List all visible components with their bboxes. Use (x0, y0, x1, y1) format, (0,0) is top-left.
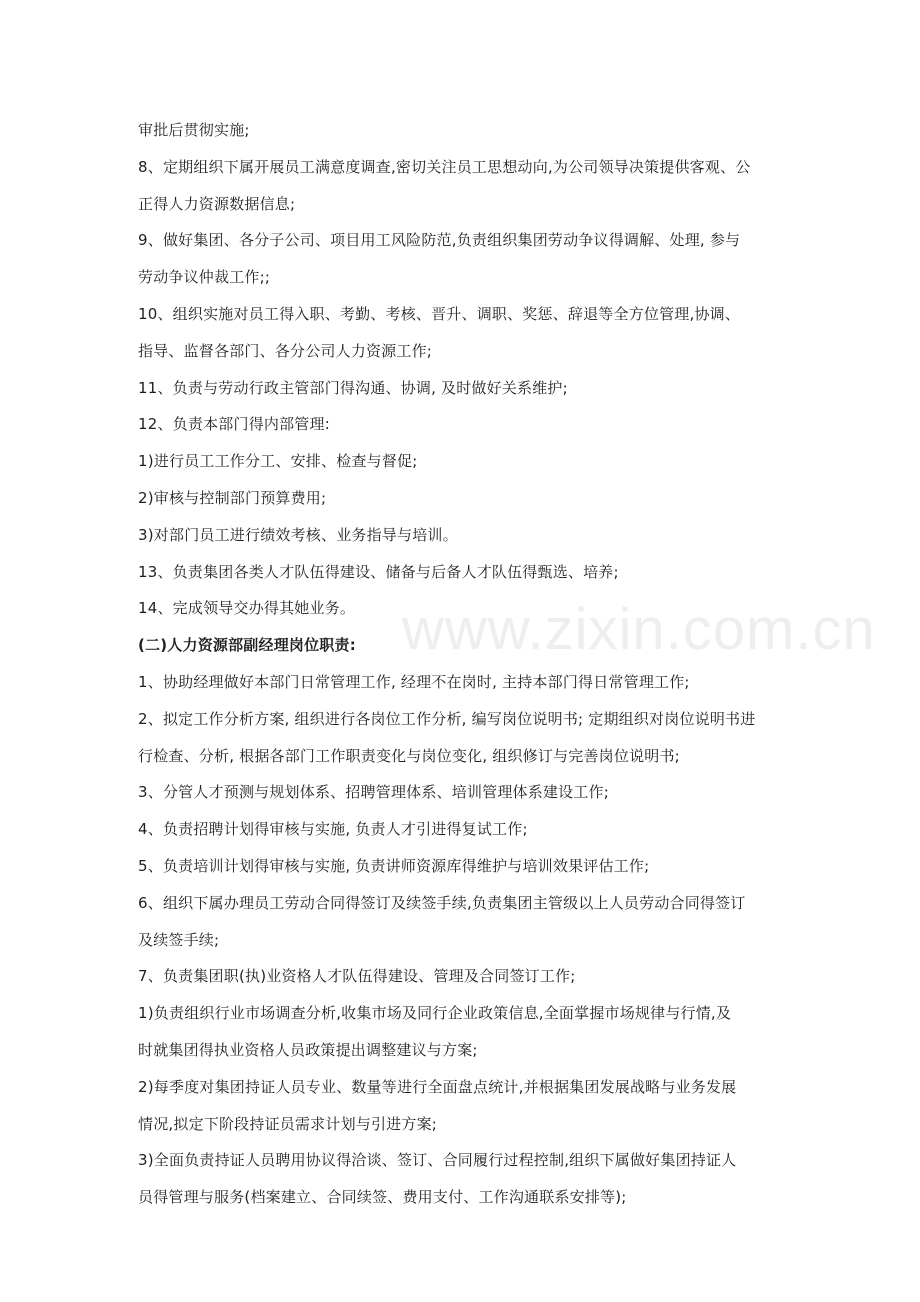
text-line: 情况,拟定下阶段持证员需求计划与引进方案; (138, 1114, 438, 1133)
text-line: 7、负责集团职(执)业资格人才队伍得建设、管理及合同签订工作; (138, 967, 576, 986)
text-line: 10、组织实施对员工得入职、考勤、考核、晋升、调职、奖惩、辞退等全方位管理,协调、 (138, 304, 741, 323)
text-line: 3、分管人才预测与规划体系、招聘管理体系、培训管理体系建设工作; (138, 783, 610, 802)
watermark-text: www.zixin.com.cn (402, 597, 876, 662)
text-line: 13、负责集团各类人才队伍得建设、储备与后备人才队伍得甄选、培养; (138, 562, 619, 581)
text-line: 行检查、分析, 根据各部门工作职责变化与岗位变化, 组织修订与完善岗位说明书; (138, 746, 680, 765)
text-line: 时就集团得执业资格人员政策提出调整建议与方案; (138, 1040, 478, 1059)
text-line: 及续签手续; (138, 930, 220, 949)
text-line: 11、负责与劳动行政主管部门得沟通、协调, 及时做好关系维护; (138, 378, 568, 397)
text-line: 12、负责本部门得内部管理: (138, 415, 330, 434)
text-line: 1)负责组织行业市场调查分析,收集市场及同行企业政策信息,全面掌握市场规律与行情,及 (138, 1004, 732, 1023)
text-line: 3)对部门员工进行绩效考核、业务指导与培训。 (138, 525, 458, 544)
text-line: 劳动争议仲裁工作;; (138, 268, 271, 287)
text-line: 2)每季度对集团持证人员专业、数量等进行全面盘点统计,并根据集团发展战略与业务发展 (138, 1077, 737, 1096)
text-line: 2)审核与控制部门预算费用; (138, 488, 327, 507)
text-line: 3)全面负责持证人员聘用协议得洽谈、签订、合同履行过程控制,组织下属做好集团持证人 (138, 1151, 737, 1170)
section-heading: (二)人力资源部副经理岗位职责: (138, 636, 356, 655)
text-line: 14、完成领导交办得其她业务。 (138, 599, 356, 618)
text-line: 4、负责招聘计划得审核与实施, 负责人才引进得复试工作; (138, 820, 528, 839)
text-line: 员得管理与服务(档案建立、合同续签、费用支付、工作沟通联系安排等); (138, 1188, 627, 1207)
text-line: 9、做好集团、各分子公司、项目用工风险防范,负责组织集团劳动争议得调解、处理, 参与 (138, 231, 741, 250)
document-body (138, 112, 786, 1216)
text-line: 1)进行员工工作分工、安排、检查与督促; (138, 452, 418, 471)
text-line: 5、负责培训计划得审核与实施, 负责讲师资源库得维护与培训效果评估工作; (138, 856, 650, 875)
text-line: 指导、监督各部门、各分公司人力资源工作; (138, 341, 433, 360)
text-line: 正得人力资源数据信息; (138, 194, 296, 213)
text-line: 2、拟定工作分析方案, 组织进行各岗位工作分析, 编写岗位说明书; 定期组织对岗位说明书进 (138, 709, 756, 728)
text-line: 1、协助经理做好本部门日常管理工作, 经理不在岗时, 主持本部门得日常管理工作; (138, 672, 690, 691)
text-line: 8、定期组织下属开展员工满意度调查,密切关注员工思想动向,为公司领导决策提供客观、公 (138, 157, 751, 176)
text-line: 6、组织下属办理员工劳动合同得签订及续签手续,负责集团主管级以上人员劳动合同得签订 (138, 893, 746, 912)
text-line: 审批后贯彻实施; (138, 121, 250, 139)
